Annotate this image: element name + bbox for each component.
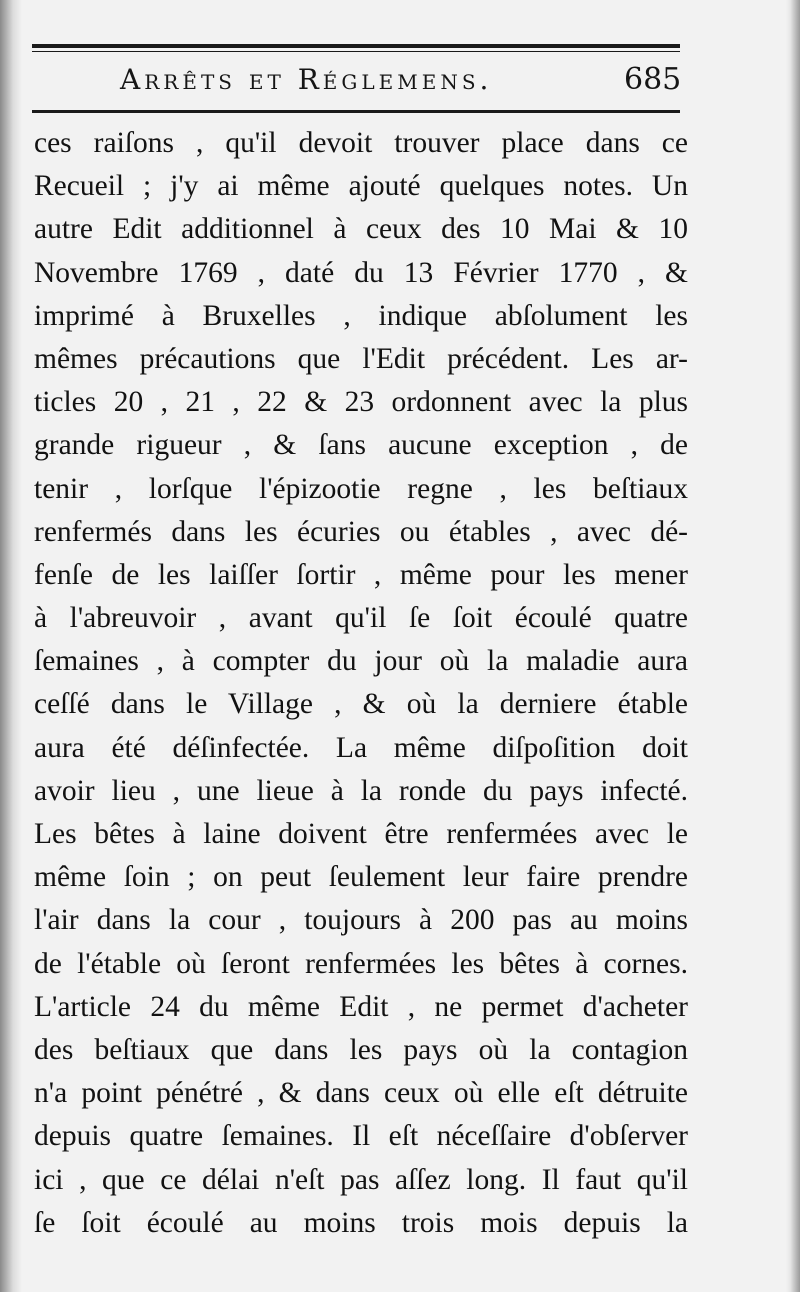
text-line: de l'étable où ſeront renfermées les bêtes à cornes. — [34, 947, 688, 980]
page-edge-shadow — [786, 0, 800, 1292]
text-line: Novembre 1769 , daté du 13 Février 1770 , & — [34, 256, 688, 289]
text-line: avoir lieu , une lieue à la ronde du pays infecté. — [34, 774, 688, 807]
text-line: L'article 24 du même Edit , ne permet d'acheter — [34, 990, 688, 1023]
text-line: l'air dans la cour , toujours à 200 pas au moins — [34, 904, 688, 937]
text-line: à l'abreuvoir , avant qu'il ſe ſoit écoulé quatre — [34, 602, 688, 635]
header-rule-bottom — [32, 110, 680, 113]
page-number: 685 — [624, 62, 682, 97]
text-line: ceſſé dans le Village , & où la derniere étable — [34, 688, 688, 721]
text-line: depuis quatre ſemaines. Il eſt néceſſaire d'obſerver — [34, 1120, 688, 1153]
text-line: n'a point pénétré , & dans ceux où elle eſt détruite — [34, 1077, 688, 1110]
text-line: mêmes précautions que l'Edit précédent. Les ar- — [34, 342, 688, 375]
text-line: même ſoin ; on peut ſeulement leur faire prendre — [34, 861, 688, 894]
running-head: Arrêts et Réglemens. — [120, 63, 493, 96]
text-line: ici , que ce délai n'eſt pas aſſez long. Il faut qu'il — [34, 1163, 688, 1196]
text-line: fenſe de les laiſſer ſortir , même pour les mener — [34, 558, 688, 591]
text-line: ſemaines , à compter du jour où la maladie aura — [34, 645, 688, 678]
page-gutter-shadow — [0, 0, 22, 1292]
text-line: ſe ſoit écoulé au moins trois mois depuis la — [34, 1206, 688, 1239]
text-line: autre Edit additionnel à ceux des 10 Mai & 10 — [34, 213, 688, 246]
text-line: ces raiſons , qu'il devoit trouver place dans ce — [34, 127, 688, 159]
text-line: Recueil ; j'y ai même ajouté quelques notes. Un — [34, 170, 688, 203]
text-line: aura été déſinfectée. La même diſpoſition doit — [34, 731, 688, 764]
header-rule-top — [32, 44, 680, 48]
text-line: grande rigueur , & ſans aucune exception , de — [34, 429, 688, 462]
text-line: imprimé à Bruxelles , indique abſolument les — [34, 299, 688, 332]
body-text — [34, 122, 688, 1245]
text-line: Les bêtes à laine doivent être renfermées avec le — [34, 818, 688, 850]
text-line: des beſtiaux que dans les pays où la contagion — [34, 1033, 688, 1066]
text-line: ticles 20 , 21 , 22 & 23 ordonnent avec la plus — [34, 386, 688, 419]
text-line: tenir , lorſque l'épizootie regne , les beſtiaux — [34, 472, 688, 505]
header-rule-top-thin — [32, 51, 680, 52]
text-line: renfermés dans les écuries ou étables , avec dé- — [34, 515, 688, 548]
